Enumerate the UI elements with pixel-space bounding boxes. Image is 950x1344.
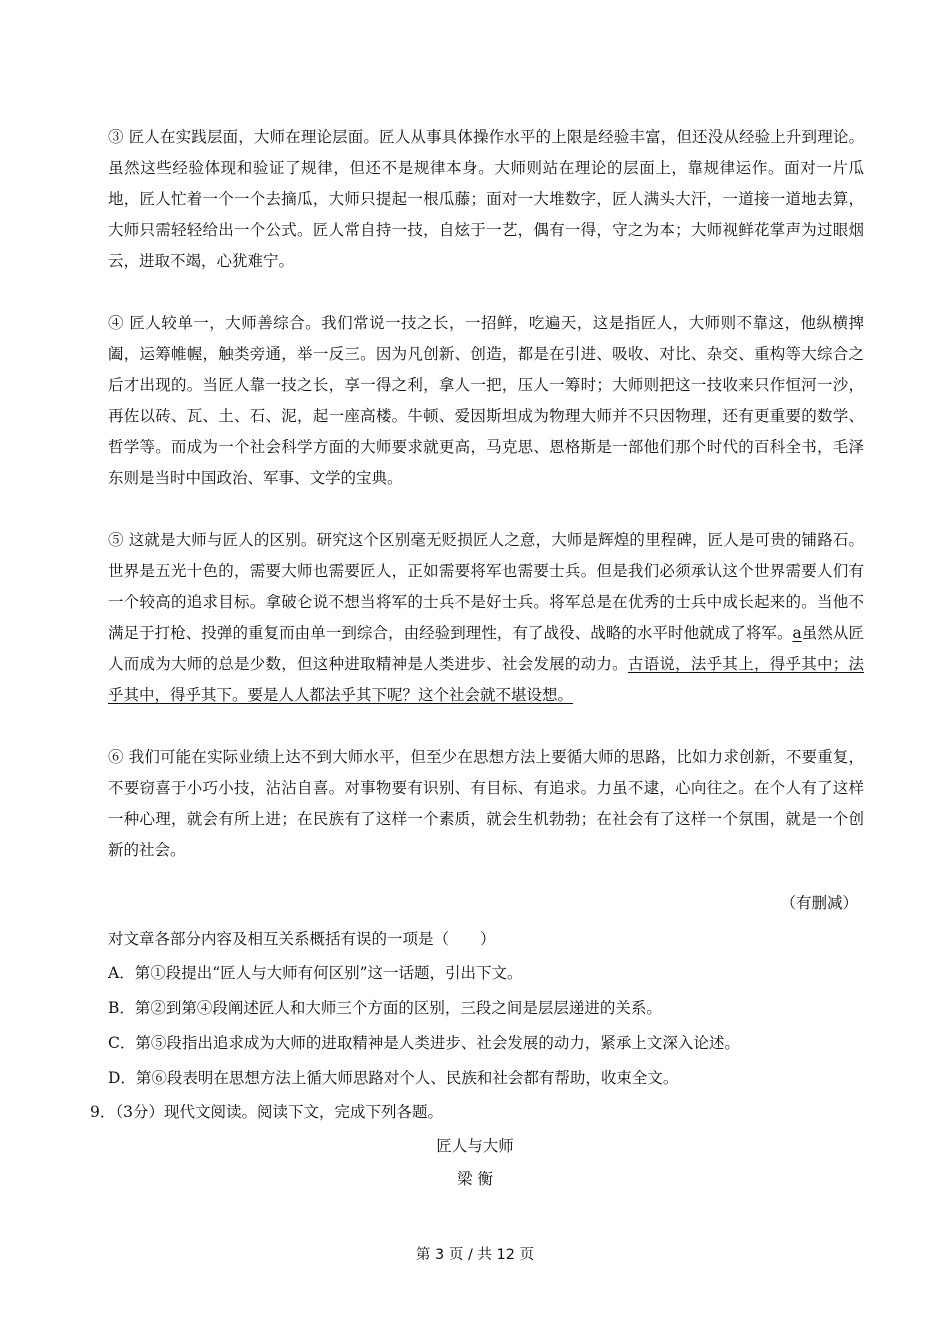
paragraph-5-middle: 虽然从匠人而成为大师的总是少数，但这种进取精神是人类进步、社会发展的动力。 (108, 624, 864, 673)
option-d: D．第⑥段表明在思想方法上循大师思路对个人、民族和社会都有帮助，收束全文。 (108, 1069, 679, 1087)
option-a: A．第①段提出“匠人与大师有何区别”这一话题，引出下文。 (108, 964, 523, 982)
article-title: 匠人与大师 (436, 1137, 514, 1155)
paragraph-5-underlined-sentence: 古语说，法乎其上，得乎其中；法乎其中，得乎其下。要是人人都法乎其下呢？这个社会就不堪设想。 (108, 655, 864, 704)
paragraph-5 (108, 525, 864, 711)
option-b: B．第②到第④段阐述匠人和大师三个方面的区别，三段之间是层层递进的关系。 (108, 999, 662, 1017)
paragraph-6: ⑥ 我们可能在实际业绩上达不到大师水平，但至少在思想方法上要循大师的思路，比如力求创新，不要重复，不要窃喜于小巧小技，沾沾自喜。对事物要有识别、有目标、有追求。力虽不逮，心向往之。在个人有了这样一种心理，就会有所上进；在民族有了这样一个素质，就会生机勃勃；在社会有了这样一个氛围，就是一个创新的社会。 (108, 748, 864, 859)
paragraph-5-mark: a (792, 624, 802, 642)
option-c: C．第⑤段指出追求成为大师的进取精神是人类进步、社会发展的动力，紧承上文深入论述。 (108, 1034, 740, 1052)
paragraph-3: ③ 匠人在实践层面，大师在理论层面。匠人从事具体操作水平的上限是经验丰富，但还没从经验上升到理论。虽然这些经验体现和验证了规律，但还不是规律本身。大师则站在理论的层面上，靠规律运作。面对一片瓜地，匠人忙着一个一个去摘瓜，大师只提起一根瓜藤；面对一大堆数字，匠人满头大汗，一道接一道地去算，大师只需轻轻给出一个公式。匠人常自持一技，自炫于一艺，偶有一得，守之为本；大师视鲜花掌声为过眼烟云，进取不竭，心犹难宁。 (108, 128, 864, 270)
question-8-stem: 对文章各部分内容及相互关系概括有误的一项是（ ） (108, 930, 496, 948)
article-author: 梁 衡 (457, 1170, 493, 1188)
page-footer: 第 3 页 / 共 12 页 (415, 1247, 535, 1263)
attribution: （有删减） (780, 894, 858, 912)
question-9-header: 9．（3分）现代文阅读。阅读下文，完成下列各题。 (90, 1103, 443, 1121)
paragraph-4: ④ 匠人较单一，大师善综合。我们常说一技之长，一招鲜，吃遍天，这是指匠人，大师则不靠这，他纵横捭阖，运筹帷幄，触类旁通，举一反三。因为凡创新、创造，都是在引进、吸收、对比、杂交、重构等大综合之后才出现的。当匠人靠一技之长，享一得之利，拿人一把，压人一筹时；大师则把这一技收来只作恒河一沙，再佐以砖、瓦、土、石、泥，起一座高楼。牛顿、爱因斯坦成为物理大师并不只因物理，还有更重要的数学、哲学等。而成为一个社会科学方面的大师要求就更高，马克思、恩格斯是一部他们那个时代的百科全书，毛泽东则是当时中国政治、军事、文学的宝典。 (108, 314, 864, 487)
paragraph-5-main: ⑤ 这就是大师与匠人的区别。研究这个区别毫无贬损匠人之意，大师是辉煌的里程碑，匠人是可贵的铺路石。世界是五光十色的，需要大师也需要匠人，正如需要将军也需要士兵。但是我们必须承认这个世界需要人们有一个较高的追求目标。拿破仑说不想当将军的士兵不是好士兵。将军总是在优秀的士兵中成长起来的。当他不满足于打枪、投弹的重复而由单一到综合，由经验到理性，有了战役、战略的水平时他就成了将军。 (108, 531, 864, 642)
